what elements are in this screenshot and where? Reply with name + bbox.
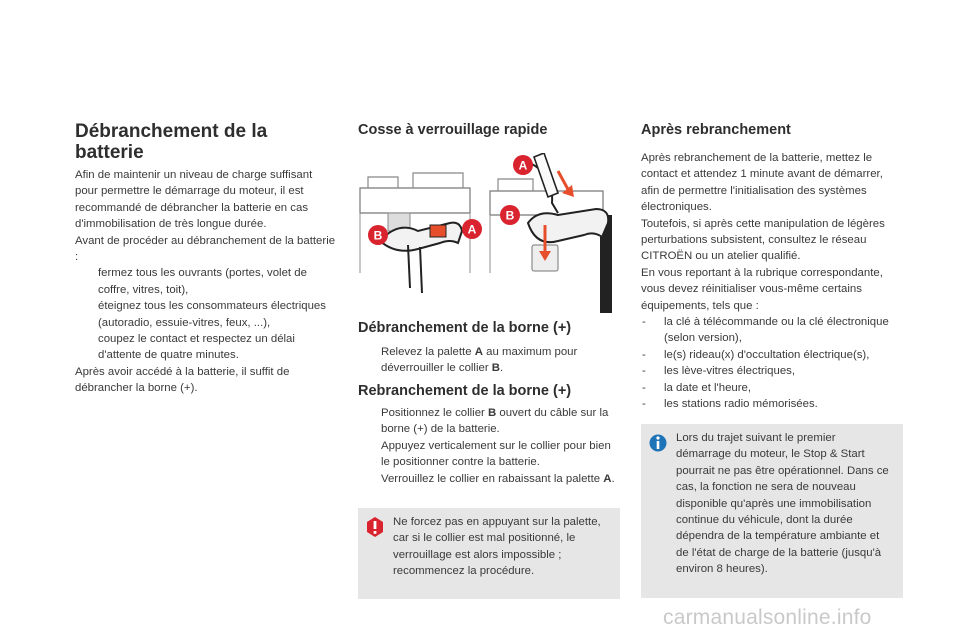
col3-para3: En vous reportant à la rubrique correspondante, vous devez réinitialiser vous-même certains équipements, tels que : [641, 266, 883, 312]
left-lever [430, 225, 446, 237]
warning-text: Ne forcez pas en appuyant sur la palette, car si le collier est mal positionné, le verrouillage est alors impossible ; recommencez la procédure. [393, 516, 601, 578]
left-battery-box [358, 188, 476, 313]
section-title-disconnect: Débranchement de la borne (+) [358, 320, 572, 336]
watermark: carmanualsonline.info [663, 606, 872, 629]
list-item: fermez tous les ouvrants (portes, volet de coffre, vitres, toit), [98, 267, 307, 296]
disconnect-steps [358, 344, 620, 377]
list-item: - les lève-vitres électriques, [642, 365, 796, 378]
list-item: - la clé à télécommande ou la clé électronique (selon version), [642, 316, 889, 345]
reconnect-steps [358, 405, 620, 487]
info-icon [649, 432, 667, 454]
list-item: - le(s) rideau(x) d'occultation électrique(s), [642, 348, 870, 361]
left-battery-cap [368, 177, 398, 188]
col1-para3: Après avoir accédé à la batterie, il suffit de débrancher la borne (+). [75, 365, 290, 395]
right-lever [534, 153, 558, 197]
col1-body [75, 167, 337, 397]
info-text: Lors du trajet suivant le premier démarrage du moteur, le Stop & Start pourrait ne pas être opérationnel. Dans ce cas, la fonction ne sera de nouveau disponible qu'après une immobilisation continue du véhicule, dont la durée dépendra de la température ambiante et de l'état de charge de la batterie (jusqu'à environ 8 heures). [676, 432, 889, 576]
right-clamp [528, 209, 608, 242]
col1-para2: Avant de procéder au débranchement de la batterie : [75, 234, 336, 264]
list-item: - les stations radio mémorisées. [642, 398, 818, 411]
list-item: Appuyez verticalement sur le collier pour bien le positionner contre la batterie. [381, 439, 611, 469]
list-item: Relevez la palette A au maximum pour déverrouiller le collier B. [381, 346, 578, 375]
col3-para1: Après rebranchement de la batterie, mettez le contact et attendez 1 minute avant de démarrer, afin de permettre l'initialisation des systèmes électroniques. [641, 152, 883, 214]
label-a-left: A [467, 222, 477, 237]
right-battery-cap [498, 179, 533, 191]
list-item: Positionnez le collier B ouvert du câble sur la borne (+) de la batterie. [381, 407, 609, 436]
label-a-right: A [518, 158, 528, 173]
battery-terminal-illustration [358, 153, 620, 313]
info-box [641, 424, 903, 598]
page-title: Débranchement de la batterie [75, 121, 268, 163]
list-item: - la date et l'heure, [642, 381, 752, 394]
warning-box [358, 508, 620, 599]
list-item: éteignez tous les consommateurs électriques (autoradio, essuie-vitres, feux, ...), [98, 300, 326, 329]
col3-para2: Toutefois, si après cette manipulation de légères perturbations subsistent, consultez le réseau CITROËN ou un atelier qualifié. [641, 217, 885, 263]
col3-body [641, 150, 903, 413]
section-title-after-reconnect: Après rebranchement [641, 122, 791, 138]
label-b-left: B [373, 228, 383, 243]
section-title-reconnect: Rebranchement de la borne (+) [358, 383, 572, 399]
warning-exclamation-icon [366, 516, 384, 538]
list-item: coupez le contact et respectez un délai d'attente de quatre minutes. [98, 333, 295, 362]
list-item: Verrouillez le collier en rabaissant la palette A. [381, 472, 615, 485]
col1-para1: Afin de maintenir un niveau de charge suffisant pour permettre le démarrage du moteur, il est recommandé de débrancher la batterie en cas d'immobilisation de très longue durée. [75, 169, 313, 231]
label-b-right: B [505, 208, 515, 223]
section-title-quick-release: Cosse à verrouillage rapide [358, 122, 548, 138]
terminal-diagram-svg [358, 153, 620, 313]
left-battery-cap2 [413, 173, 463, 188]
